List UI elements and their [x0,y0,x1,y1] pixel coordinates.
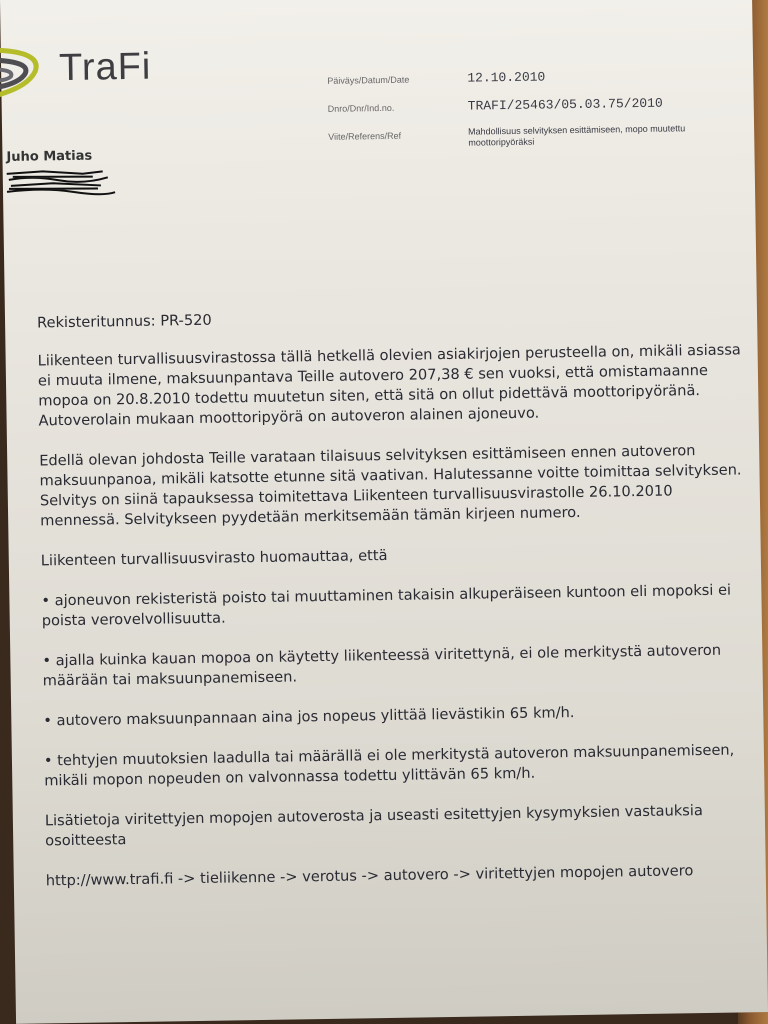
info-paragraph: Lisätietoja viritettyjen mopojen autoverosta ja useasti esitettyjen kysymyksien vastauksia osoitteesta [44,802,703,850]
letter-meta [327,67,708,157]
bullet-item: • tehtyjen muutoksien laadulla tai määrällä ei ole merkitystä autoveron maksuunpanemiseen, mikäli mopon nopeuden on valvonnassa todettu ylittävän 65 km/h. [43,741,735,790]
meta-ref-label: Viite/Referens/Ref [328,130,402,142]
paragraph-notes-intro: Liikenteen turvallisuusvirasto huomauttaa, että [40,546,388,570]
logo-text: TraFi [58,45,152,90]
redaction-scribble [3,166,118,198]
paragraph-tax-notice: Liikenteen turvallisuusvirastossa tällä hetkellä olevien asiakirjojen perusteella on, mikäli asiassa ei muuta ilmene, maksuunpantava Teille autovero 207,38 € sen vuoksi, että omistamaanne mopoa on 20.8.2010 todettu muutetun siten, että sitä on ollut pidettävä moottoripyöränä. Autoverolain mukaan moottoripyörä on autoveron alainen ajoneuvo. [37,341,741,430]
bullet-item: • ajoneuvon rekisteristä poisto tai muuttaminen takaisin alkuperäiseen kuntoon eli mopoksi ei poista verovelvollisuutta. [41,581,732,630]
meta-ref-value: Mahdollisuus selvityksen esittämiseen, mopo muutettu moottoripyöräksi [468,123,686,148]
bullet-item: • autovero maksuunpannaan aina jos nopeus ylittää lievästikin 65 km/h. [43,704,575,730]
bullet-item: • ajalla kuinka kauan mopoa on käytetty liikenteessä viritettynä, ei ole merkitystä autoveron määrään tai maksuunpanemiseen. [42,641,722,690]
recipient-name: Juho Matias [6,148,93,165]
meta-ref-row [328,123,708,157]
paragraph-opportunity: Edellä olevan johdosta Teille varataan tilaisuus selvityksen esittämiseen ennen autoveron maksuunpanoa, mikäli katsotte etunne sitä vaativan. Halutessanne voitte toimittaa selvityksen. Selvitys on siinä tapauksessa toimitettava Liikenteen turvallisuusvirastolle 26.10.2010 mennessä. Selvitykseen pyydetään merkitsemään tämän kirjeen numero. [39,442,742,530]
meta-date-value: 12.10.2010 [467,69,546,86]
trafi-logo-icon [0,41,52,102]
info-url: http://www.trafi.fi -> tieliikenne -> verotus -> autovero -> viritettyjen mopojen autovero [45,862,694,890]
letter-body [37,302,758,911]
registration-line: Rekisteritunnus: PR-520 [36,311,212,332]
meta-date-label: Päiväys/Datum/Date [327,74,410,86]
meta-dnro-label: Dnro/Dnr/Ind.no. [327,102,395,114]
meta-dnro-value: TRAFI/25463/05.03.75/2010 [467,95,663,114]
